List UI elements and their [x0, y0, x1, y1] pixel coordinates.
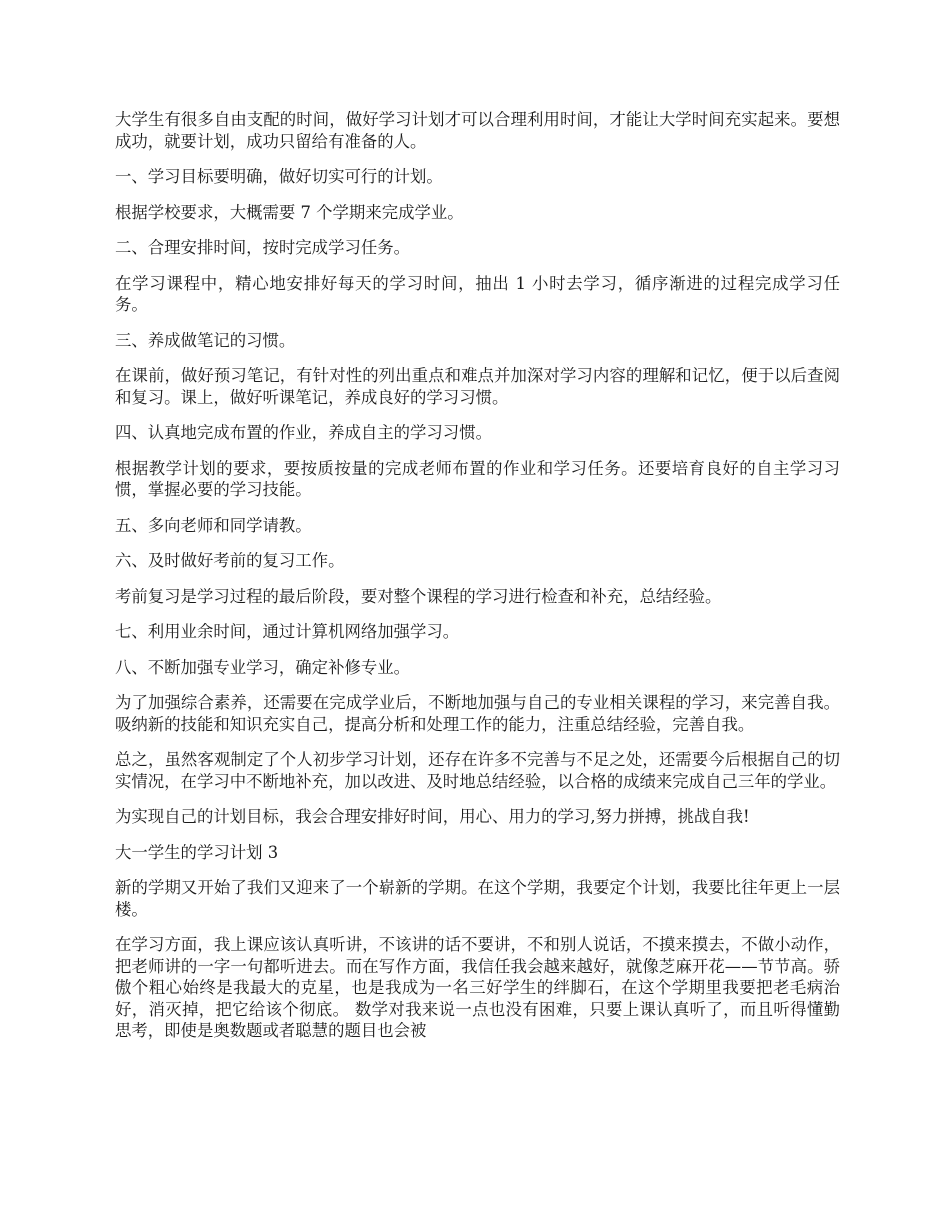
paragraph: 在学习方面，我上课应该认真听讲，不该讲的话不要讲，不和别人说话，不摸来摸去，不做小动作，把老师讲的一字一句都听进去。而在写作方面，我信任我会越来越好，就像芝麻开花——节节高。骄傲个粗心始终是我最大的克星，也是我成为一名三好学生的绊脚石，在这个学期里我要把老毛病治好，消灭掉，把它给该个彻底。 数学对我来说一点也没有困难，只要上课认真听了，而且听得懂勤思考，即使是奥数题或者聪慧的题目也会被	[115, 935, 840, 1040]
paragraph: 为实现自己的计划目标，我会合理安排好时间，用心、用力的学习,努力拼搏，挑战自我!	[115, 807, 750, 826]
paragraph: 总之，虽然客观制定了个人初步学习计划，还存在许多不完善与不足之处，还需要今后根据自己的切实情况，在学习中不断地补充，加以改进、及时地总结经验，以合格的成绩来完成自己三年的学业。	[115, 750, 840, 791]
heading-time: 二、合理安排时间，按时完成学习任务。	[115, 238, 411, 257]
document-body	[115, 109, 840, 1056]
heading-goal: 一、学习目标要明确，做好切实可行的计划。	[115, 167, 443, 186]
paragraph: 为了加强综合素养，还需要在完成学业后，不断地加强与自己的专业相关课程的学习，来完善自我。吸纳新的技能和知识充实自己，提高分析和处理工作的能力，注重总结经验，完善自我。	[115, 693, 840, 734]
heading-notes: 三、养成做笔记的习惯。	[115, 330, 296, 350]
paragraph: 考前复习是学习过程的最后阶段，要对整个课程的学习进行检查和补充，总结经验。	[115, 586, 722, 606]
heading-homework: 四、认真地完成布置的作业，养成自主的学习习惯。	[115, 423, 492, 442]
heading-major: 八、不断加强专业学习，确定补修专业。	[115, 657, 411, 677]
paragraph: 新的学期又开始了我们又迎来了一个崭新的学期。在这个学期，我要定个计划，我要比往年更上一层楼。	[115, 878, 840, 919]
paragraph: 根据学校要求，大概需要 7 个学期来完成学业。	[115, 202, 464, 222]
heading-ask: 五、多向老师和同学请教。	[115, 515, 312, 535]
heading-network: 七、利用业余时间，通过计算机网络加强学习。	[115, 622, 460, 641]
paragraph: 在课前，做好预习笔记，有针对性的列出重点和难点并加深对学习内容的理解和记忆，便于以后查阅和复习。课上，做好听课笔记，养成良好的学习习惯。	[115, 366, 840, 407]
intro-paragraph: 大学生有很多自由支配的时间，做好学习计划才可以合理利用时间，才能让大学时间充实起来。要想成功，就要计划，成功只留给有准备的人。	[115, 110, 840, 151]
paragraph: 在学习课程中，精心地安排好每天的学习时间，抽出 1 小时去学习，循序渐进的过程完成学习任务。	[115, 273, 840, 314]
heading-review: 六、及时做好考前的复习工作。	[115, 551, 345, 570]
section-title: 大一学生的学习计划 3	[115, 842, 279, 862]
paragraph: 根据教学计划的要求，要按质按量的完成老师布置的作业和学习任务。还要培育良好的自主学习习惯，掌握必要的学习技能。	[115, 458, 840, 499]
